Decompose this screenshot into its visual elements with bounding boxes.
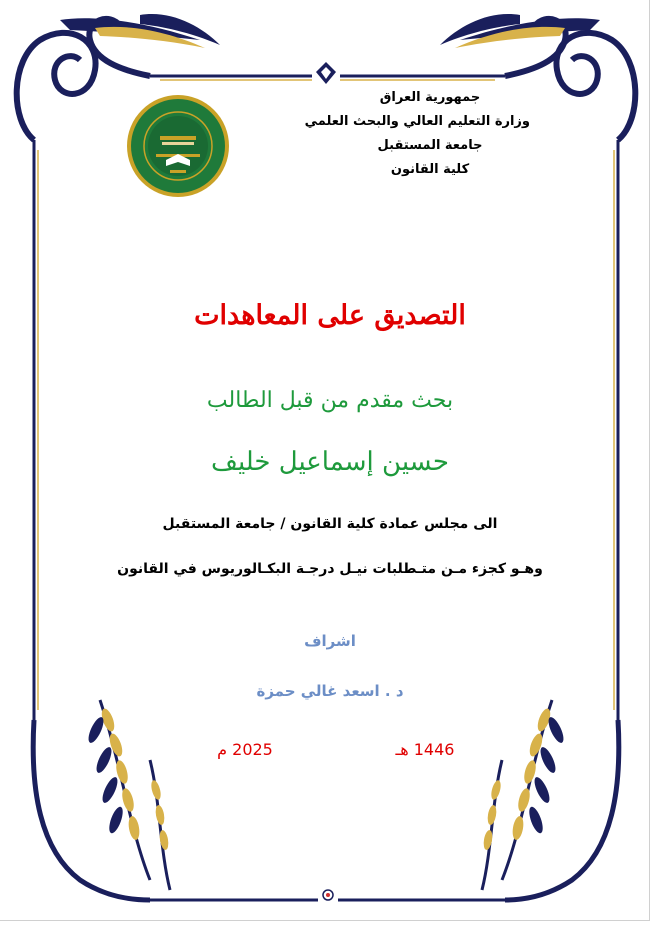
university-seal-icon xyxy=(126,94,230,198)
document-subtitle: بحث مقدم من قبل الطالب xyxy=(206,388,454,413)
document-title: التصديق على المعاهدات xyxy=(194,300,466,331)
degree-requirement-line: وهـو كجزء مـن متـطلبات نيـل درجـة البكـالوريوس في القانون xyxy=(117,561,543,577)
gregorian-year: 2025 م xyxy=(217,740,273,759)
header-university: جامعة المستقبل xyxy=(377,138,483,153)
supervision-label: اشراف xyxy=(304,632,356,650)
hijri-year: 1446 هـ xyxy=(395,740,455,759)
top-diamond-ornament xyxy=(316,62,336,84)
student-name: حسين إسماعيل خليف xyxy=(211,447,449,477)
header-ministry: وزارة التعليم العالي والبحث العلمي xyxy=(304,114,530,129)
supervisor-name: د . اسعد غالي حمزة xyxy=(256,682,404,700)
submission-line: الى مجلس عمادة كلية القانون / جامعة المستقبل xyxy=(162,516,498,532)
bottom-left-wheat-ornament xyxy=(33,700,170,900)
header-country: جمهورية العراق xyxy=(379,90,481,105)
bottom-ornament xyxy=(323,890,333,900)
bottom-right-wheat-ornament xyxy=(482,700,619,900)
header-college: كلية القانون xyxy=(390,162,470,177)
